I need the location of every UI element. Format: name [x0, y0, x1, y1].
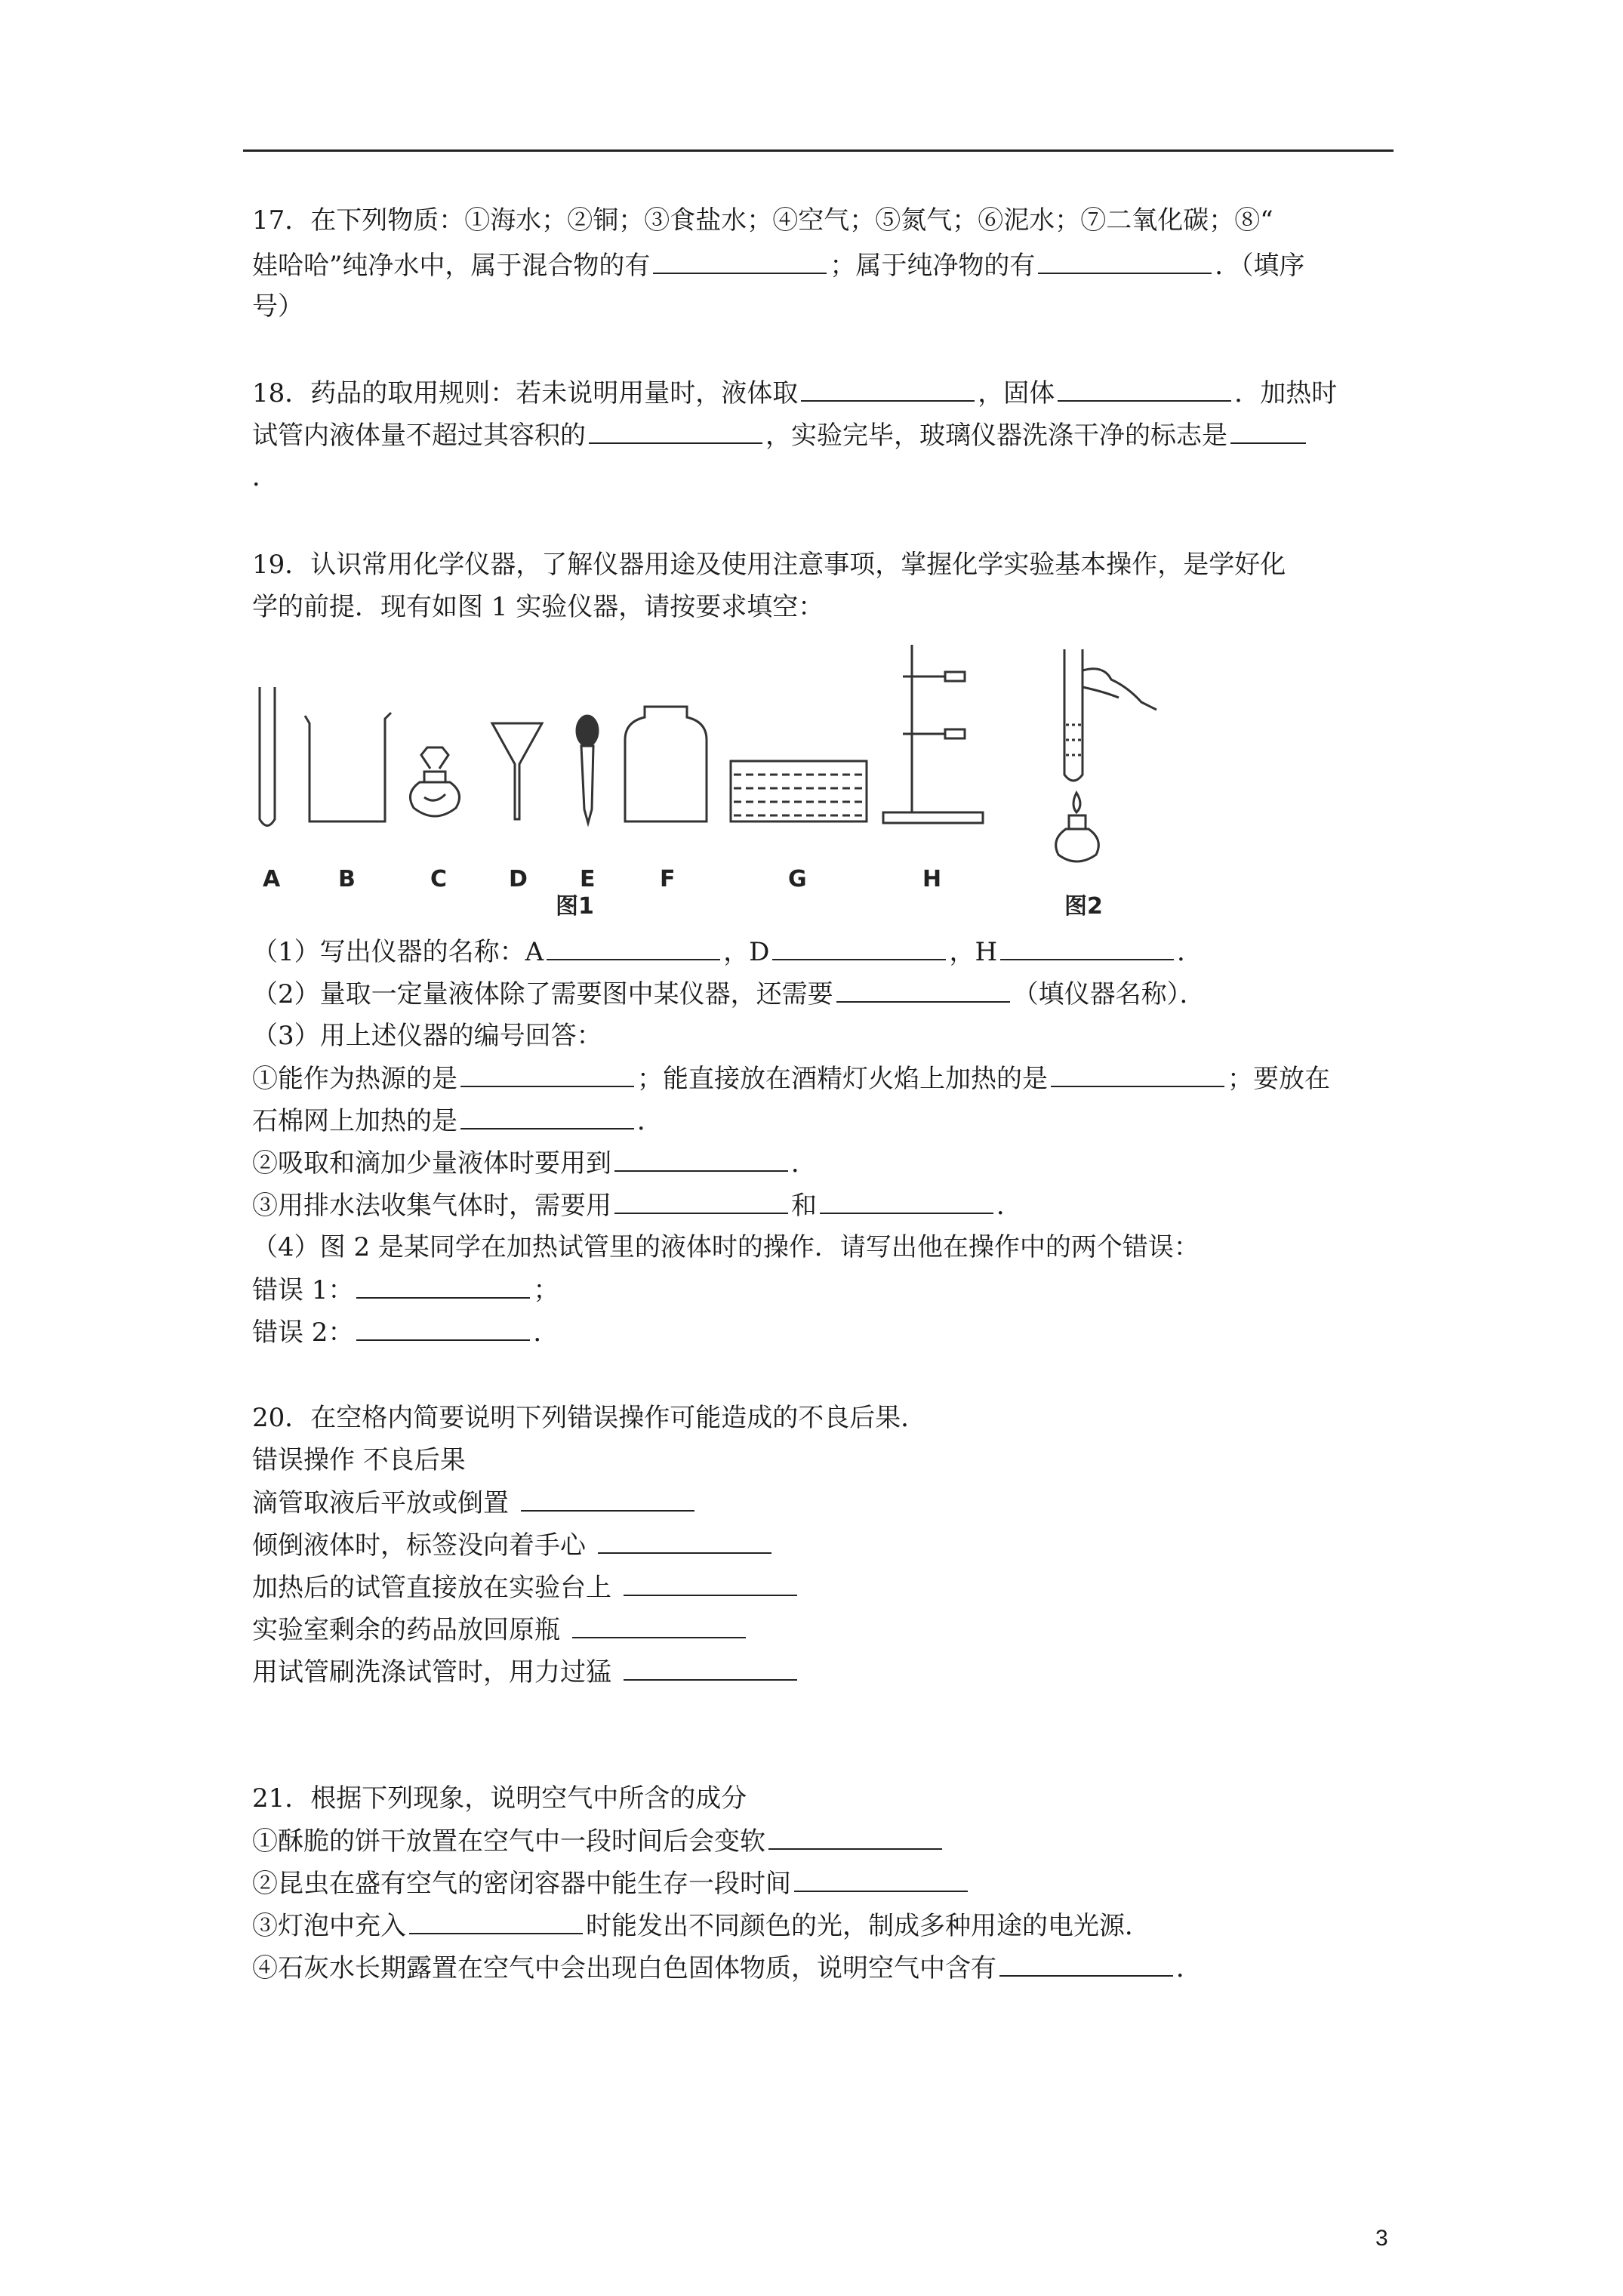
q19-blank-a[interactable]	[547, 936, 720, 960]
q21-blank-2[interactable]	[794, 1868, 968, 1892]
q21-row-3: ③灯泡中充入 时能发出不同颜色的光，制成多种用途的电光源．	[252, 1911, 1150, 1941]
label-c: C	[430, 866, 448, 892]
q18-line-3: ．	[252, 462, 278, 492]
q19-part-3-2: ②吸取和滴加少量液体时要用到 ．	[252, 1148, 817, 1179]
alcohol-lamp-icon	[411, 747, 460, 816]
q19-line-1: 19．认识常用化学仪器，了解仪器用途及使用注意事项，掌握化学实验基本操作，是学好化	[252, 550, 1286, 580]
q19-part-3-1-cont: 石棉网上加热的是 ．	[252, 1106, 663, 1136]
dropper-icon	[577, 716, 598, 823]
q19-error-2: 错误 2： ．	[252, 1318, 559, 1348]
q18-line-2: 试管内液体量不超过其容积的 ，实验完毕，玻璃仪器洗涤干净的标志是	[252, 420, 1309, 451]
q17-line-3: 号）	[252, 291, 303, 322]
q20-row-1: 滴管取液后平放或倒置	[252, 1487, 698, 1518]
q21-blank-1[interactable]	[768, 1826, 942, 1850]
q21-row-2: ②昆虫在盛有空气的密闭容器中能生存一段时间	[252, 1868, 971, 1899]
q21-blank-3[interactable]	[409, 1910, 583, 1934]
q19-error-1: 错误 1： ；	[252, 1275, 559, 1305]
q20-row-4: 实验室剩余的药品放回原瓶	[252, 1614, 749, 1645]
label-f: F	[660, 866, 676, 892]
q20-row-5: 用试管刷洗涤试管时，用力过猛	[252, 1657, 800, 1687]
figure-2-caption: 图2	[1064, 893, 1103, 920]
lab-instruments-figure	[243, 634, 1179, 921]
q19-part-1: （1）写出仪器的名称：A ，D ，H ．	[252, 937, 1203, 967]
q19-blank-collect-1[interactable]	[614, 1190, 788, 1214]
q19-part-4: （4）图 2 是某同学在加热试管里的液体时的操作．请写出他在操作中的两个错误：	[252, 1232, 1200, 1262]
q19-part-2: （2）量取一定量液体除了需要图中某仪器，还需要 （填仪器名称）．	[252, 979, 1206, 1009]
test-tube-icon	[260, 687, 275, 826]
label-e: E	[580, 866, 596, 892]
label-b: B	[338, 866, 356, 892]
q19-line-2: 学的前提．现有如图 1 实验仪器，请按要求填空：	[252, 592, 824, 622]
q17-blank-pure[interactable]	[1038, 250, 1212, 274]
q21-title: 21．根据下列现象，说明空气中所含的成分	[252, 1783, 747, 1814]
beaker-icon	[305, 713, 391, 821]
q19-part-3: （3）用上述仪器的编号回答：	[252, 1021, 602, 1051]
funnel-icon	[492, 723, 542, 819]
q20-row-3: 加热后的试管直接放在实验台上	[252, 1572, 800, 1603]
q17-line-1: 17．在下列物质：①海水；②铜；③食盐水；④空气；⑤氮气；⑥泥水；⑦二氧化碳；⑧“	[252, 205, 1273, 236]
label-h: H	[922, 866, 942, 892]
q20-title: 20．在空格内简要说明下列错误操作可能造成的不良后果．	[252, 1403, 927, 1433]
q19-blank-direct-heat[interactable]	[1051, 1063, 1224, 1087]
water-trough-icon	[731, 761, 867, 821]
q18-blank-liquid[interactable]	[801, 378, 975, 402]
q18-line-1: 18．药品的取用规则：若未说明用量时，液体取 ，固体 ．加热时	[252, 378, 1338, 408]
q19-blank-error-2[interactable]	[356, 1317, 530, 1341]
q17-blank-mixture[interactable]	[653, 250, 827, 274]
q19-blank-d[interactable]	[772, 936, 946, 960]
q19-blank-h[interactable]	[1000, 936, 1174, 960]
heating-test-tube-icon	[1056, 649, 1156, 861]
label-a: A	[263, 866, 281, 892]
q18-blank-solid[interactable]	[1058, 378, 1231, 402]
q19-blank-heat-source[interactable]	[460, 1063, 634, 1087]
q20-blank-2[interactable]	[598, 1530, 771, 1554]
iron-stand-icon	[883, 645, 983, 823]
q18-blank-volume[interactable]	[589, 420, 762, 444]
q18-blank-clean[interactable]	[1230, 420, 1306, 444]
label-g: G	[788, 866, 807, 892]
q20-blank-4[interactable]	[572, 1614, 746, 1638]
q20-blank-3[interactable]	[624, 1572, 797, 1596]
q17-line-2: 娃哈哈”纯净水中，属于混合物的有 ；属于纯净物的有 ．（填序	[252, 251, 1305, 281]
q19-blank-measure[interactable]	[836, 978, 1010, 1003]
q19-blank-error-1[interactable]	[356, 1274, 530, 1299]
q20-row-2: 倾倒液体时，标签没向着手心	[252, 1530, 775, 1561]
q19-blank-collect-2[interactable]	[820, 1190, 993, 1214]
header-rule	[243, 149, 1394, 152]
q19-blank-dropper[interactable]	[614, 1148, 788, 1172]
q21-row-4: ④石灰水长期露置在空气中会出现白色固体物质，说明空气中含有 ．	[252, 1953, 1202, 1983]
q20-header: 错误操作 不良后果	[252, 1445, 466, 1475]
q19-part-3-1: ①能作为热源的是 ；能直接放在酒精灯火焰上加热的是 ；要放在	[252, 1064, 1330, 1094]
q20-blank-5[interactable]	[624, 1657, 797, 1681]
q19-blank-gauze-heat[interactable]	[460, 1105, 634, 1130]
q21-row-1: ①酥脆的饼干放置在空气中一段时间后会变软	[252, 1826, 945, 1857]
label-d: D	[509, 866, 528, 892]
q19-part-3-3: ③用排水法收集气体时，需要用 和 ．	[252, 1191, 1022, 1221]
q21-blank-4[interactable]	[999, 1952, 1173, 1977]
figure-1-caption: 图1	[556, 893, 594, 920]
q20-blank-1[interactable]	[521, 1487, 694, 1512]
page-number: 3	[1375, 2226, 1388, 2251]
gas-jar-icon	[625, 707, 707, 821]
